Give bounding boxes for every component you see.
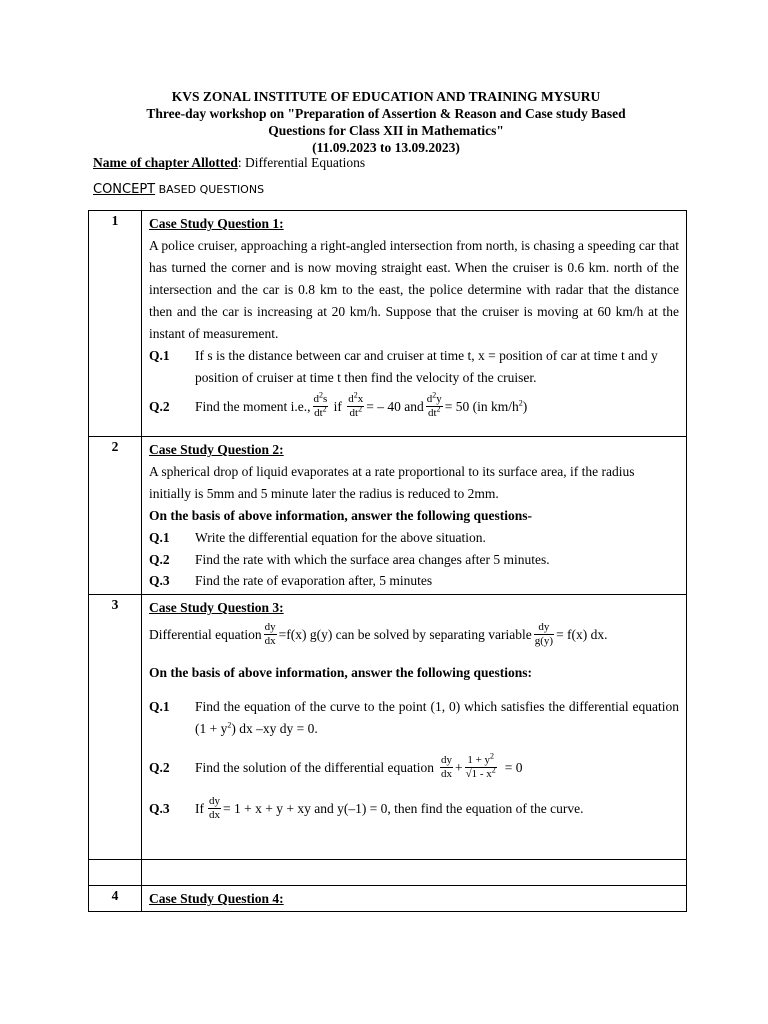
header-line-2: Three-day workshop on "Preparation of Assertion & Reason and Case study Based <box>146 106 626 121</box>
case-body: A spherical drop of liquid evaporates at a rate proportional to its surface area, if the radius initially is 5mm and 5 minute later the radius is reduced to 2mm. <box>149 464 635 501</box>
row-number: 3 <box>89 595 142 860</box>
eq-pre: Differential equation <box>149 626 262 642</box>
basis-line: On the basis of above information, answer the following questions- <box>149 508 533 523</box>
q2-eq: = 0 <box>504 759 523 775</box>
question-item <box>149 527 679 549</box>
question-item <box>149 571 679 591</box>
fraction-dy-dx: $\frac{dy}{dx}$ <box>209 795 220 821</box>
question-item <box>149 751 679 781</box>
basis-line: On the basis of above information, answer the following questions: <box>149 665 533 680</box>
case-title: Case Study Question 4: <box>149 891 284 906</box>
sqrt-icon: √ <box>465 768 472 780</box>
case-body: A police cruiser, approaching a right-angled intersection from north, is chasing a speeding car that has turned the corner and is now moving straight east. When the cruiser is 0.6 km. north of the intersection and the car is 0.8 km to the east, the police determine with radar that the distance then and the car is increasing at 20 km/h. Suppose that the cruiser is moving at 60 km/h at the instant of measurement. <box>149 238 679 341</box>
q2-text: Find the solution of the differential equation <box>195 759 434 775</box>
table-row <box>89 886 687 912</box>
fraction-dy-gy: $\frac{dy}{g(y)}$ <box>534 621 554 647</box>
question-item <box>149 795 679 822</box>
eq-mid: =f(x) g(y) can be solved by separating variable <box>278 626 532 642</box>
q2-pre: Find the moment i.e., <box>195 398 311 414</box>
case-title: Case Study Question 1: <box>149 216 284 231</box>
row-content <box>142 595 687 860</box>
question-equation <box>195 751 679 781</box>
row-number: 1 <box>89 211 142 437</box>
question-text: If s is the distance between car and cruiser at time t, x = position of car at time t and y position of cruiser at time t then find the velocity of the cruiser. <box>195 348 658 385</box>
question-label: Q.2 <box>149 398 170 414</box>
table-row-empty <box>89 860 687 886</box>
question-label: Q.1 <box>149 699 170 714</box>
header-line-3: Questions for Class XII in Mathematics" <box>268 123 504 138</box>
fraction-sqrt: $\frac{1 + y^2}{√1 - x^2}$ <box>465 751 496 780</box>
fraction-d2y-dt2: $\frac{d^2y}{dt^2}$ <box>426 390 442 419</box>
fraction-dy-dx: $\frac{dy}{dx}$ <box>264 621 276 647</box>
question-text: Write the differential equation for the above situation. <box>195 530 486 545</box>
table-row <box>89 437 687 595</box>
eq-end: = f(x) dx. <box>556 626 608 642</box>
question-text: Find the rate with which the surface area changes after 5 minutes. <box>195 552 550 567</box>
question-equation <box>195 795 679 822</box>
chapter-sep: : <box>237 155 245 170</box>
row-content-empty <box>142 860 687 886</box>
row-content <box>142 886 687 912</box>
question-label: Q.2 <box>149 552 170 567</box>
question-text: Find the equation of the curve to the point (1, 0) which satisfies the differential equation $(1 + y^2)$ dx –xy dy = 0. <box>195 699 679 736</box>
fraction-d2x-dt2: $\frac{d^2x}{dt^2}$ <box>348 390 364 419</box>
row-content <box>142 211 687 437</box>
question-item <box>149 345 679 389</box>
concept-word: CONCEPT <box>93 182 156 197</box>
case-title: Case Study Question 3: <box>149 600 284 615</box>
question-label: Q.2 <box>149 759 170 775</box>
equation-line <box>149 621 679 648</box>
header-line-4: (11.09.2023 to 13.09.2023) <box>312 140 460 155</box>
question-equation <box>195 390 679 420</box>
row-number: 2 <box>89 437 142 595</box>
fraction-dy-dx: $\frac{dy}{dx}$ <box>440 754 452 780</box>
question-item <box>149 390 679 420</box>
question-item <box>149 696 679 740</box>
question-text: Find the rate of evaporation after, 5 minutes <box>195 573 433 588</box>
concept-rest: BASED QUESTIONS <box>155 183 265 196</box>
q3-text: = 1 + x + y + xy and y(–1) = 0, then find the equation of the curve. <box>223 800 584 816</box>
question-label: Q.3 <box>149 800 170 816</box>
chapter-line <box>93 155 365 171</box>
question-label: Q.1 <box>149 530 170 545</box>
question-item <box>149 549 679 571</box>
questions-table <box>88 210 687 912</box>
fraction-d2s-dt2: $\frac{d^2s}{dt^2}$ <box>313 390 328 419</box>
plus-sign: + <box>454 759 463 775</box>
table-row <box>89 595 687 860</box>
chapter-label: Name of chapter Allotted <box>93 155 238 170</box>
question-label: Q.3 <box>149 573 170 588</box>
q2-if: if <box>330 398 346 414</box>
q2-mid: = – 40 and <box>366 398 424 414</box>
q3-if: If <box>195 800 204 816</box>
question-label: Q.1 <box>149 348 170 363</box>
chapter-value: Differential Equations <box>245 155 366 170</box>
q2-end: = 50 (in $km/h^2$) <box>444 398 528 414</box>
header-line-1: KVS ZONAL INSTITUTE OF EDUCATION AND TRAINING MYSURU <box>171 89 601 104</box>
row-number-empty <box>89 860 142 886</box>
row-content <box>142 437 687 595</box>
concept-heading <box>93 182 264 197</box>
case-title: Case Study Question 2: <box>149 442 284 457</box>
table-row <box>89 211 687 437</box>
row-number: 4 <box>89 886 142 912</box>
